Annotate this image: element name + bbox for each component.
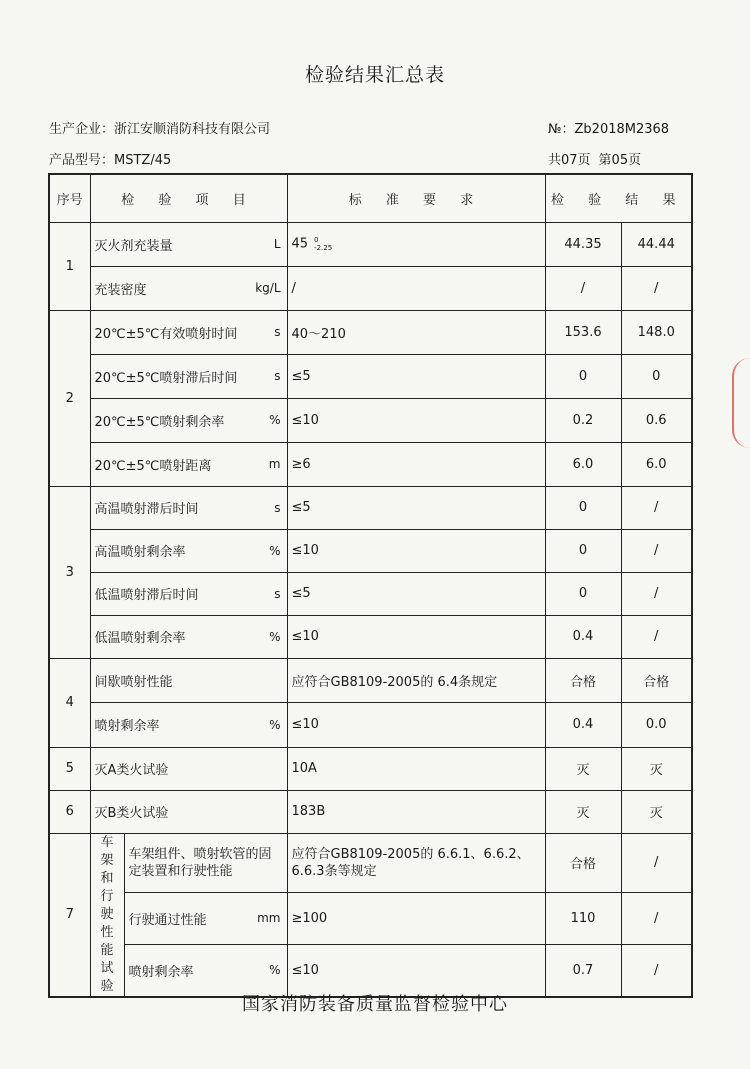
header-result: 检 验 结 果 <box>545 174 692 222</box>
result-cell: 44.44 <box>621 222 692 266</box>
standard-cell: ≤10 <box>287 702 545 747</box>
seq-cell: 4 <box>49 658 90 747</box>
table-row <box>49 615 692 658</box>
item-cell: 20℃±5℃有效喷射时间 s <box>90 310 287 354</box>
item-cell: 灭A类火试验 <box>90 747 287 790</box>
page-title: 检验结果汇总表 <box>304 64 445 86</box>
result-cell: / <box>621 529 692 572</box>
item-cell: 低温喷射滞后时间 s <box>90 572 287 615</box>
header-standard: 标 准 要 求 <box>287 174 545 222</box>
seq-cell: 1 <box>49 222 90 310</box>
standard-cell: ≤10 <box>287 944 545 996</box>
result-cell: 0.7 <box>545 944 621 996</box>
item-cell: 高温喷射剩余率 % <box>90 529 287 572</box>
page-number: 第05页 <box>598 153 642 168</box>
results-table <box>48 173 693 998</box>
item-cell: 20℃±5℃喷射剩余率 % <box>90 398 287 442</box>
result-cell: 0.4 <box>545 702 621 747</box>
standard-cell: 应符合GB8109-2005的 6.6.1、6.6.2、6.6.3条等规定 <box>287 833 545 893</box>
company-label: 生产企业：浙江安顺消防科技有限公司 <box>49 122 271 137</box>
header-seq: 序号 <box>49 174 90 222</box>
standard-cell: ≥6 <box>287 442 545 486</box>
header-item: 检 验 项 目 <box>90 174 287 222</box>
table-row <box>49 893 692 944</box>
standard-cell: ≤5 <box>287 572 545 615</box>
item-cell: 行驶通过性能 mm <box>124 893 287 944</box>
item-cell: 车架组件、喷射软管的固定装置和行驶性能 <box>124 833 287 893</box>
item-cell: 充装密度 kg/L <box>90 266 287 310</box>
result-cell: 6.0 <box>621 442 692 486</box>
standard-cell: ≤5 <box>287 486 545 529</box>
table-row <box>49 747 692 790</box>
table-row <box>49 442 692 486</box>
standard-cell: ≤10 <box>287 615 545 658</box>
result-cell: 合格 <box>545 833 621 893</box>
table-row <box>49 354 692 398</box>
result-cell: / <box>621 893 692 944</box>
result-cell: / <box>621 266 692 310</box>
issuer-footer: 国家消防装备质量监督检验中心 <box>242 994 508 1015</box>
result-cell: 0.4 <box>545 615 621 658</box>
result-cell: / <box>545 266 621 310</box>
standard-cell: ≤10 <box>287 398 545 442</box>
seq-cell: 2 <box>49 310 90 486</box>
result-cell: 0 <box>545 572 621 615</box>
result-cell: 6.0 <box>545 442 621 486</box>
standard-cell: 10A <box>287 747 545 790</box>
table-row <box>49 790 692 833</box>
table-row <box>49 266 692 310</box>
result-cell: / <box>621 572 692 615</box>
item-cell: 喷射剩余率 % <box>124 944 287 996</box>
item-cell: 高温喷射滞后时间 s <box>90 486 287 529</box>
result-cell: 0 <box>621 354 692 398</box>
standard-cell: 45 0 -2.25 <box>287 222 545 266</box>
table-row <box>49 486 692 529</box>
standard-cell: 40～210 <box>287 310 545 354</box>
table-header-row <box>49 174 692 222</box>
item-cell: 灭B类火试验 <box>90 790 287 833</box>
seq-cell: 7 <box>49 833 90 997</box>
result-cell: 灭 <box>545 747 621 790</box>
result-cell: 148.0 <box>621 310 692 354</box>
result-cell: 合格 <box>621 658 692 702</box>
result-cell: / <box>621 944 692 996</box>
result-cell: 110 <box>545 893 621 944</box>
table-row <box>49 702 692 747</box>
item-cell: 灭火剂充装量 L <box>90 222 287 266</box>
result-cell: 灭 <box>621 790 692 833</box>
tolerance: 0 -2.25 <box>314 236 333 252</box>
seq-cell: 3 <box>49 486 90 658</box>
result-cell: 44.35 <box>545 222 621 266</box>
item-cell: 20℃±5℃喷射滞后时间 s <box>90 354 287 398</box>
table-row <box>49 529 692 572</box>
page-indicator <box>548 149 641 168</box>
result-cell: 153.6 <box>545 310 621 354</box>
item-cell: 喷射剩余率 % <box>90 702 287 747</box>
report-number: №：Zb2018M2368 <box>548 122 670 137</box>
table-row <box>49 658 692 702</box>
result-cell: 0 <box>545 354 621 398</box>
standard-cell: ≥100 <box>287 893 545 944</box>
table-row <box>49 572 692 615</box>
item-cell: 间歇喷射性能 <box>90 658 287 702</box>
standard-cell: ≤5 <box>287 354 545 398</box>
table-row <box>49 944 692 996</box>
result-cell: 0.6 <box>621 398 692 442</box>
seq-cell: 5 <box>49 747 90 790</box>
table-row <box>49 833 692 893</box>
group-label-cell: 车架和行驶性能试验 <box>90 833 124 997</box>
standard-cell: ≤10 <box>287 529 545 572</box>
item-cell: 低温喷射剩余率 % <box>90 615 287 658</box>
result-cell: 0 <box>545 529 621 572</box>
standard-cell: 183B <box>287 790 545 833</box>
standard-cell: / <box>287 266 545 310</box>
result-cell: 0.0 <box>621 702 692 747</box>
model-label: 产品型号：MSTZ/45 <box>49 153 172 168</box>
result-cell: 灭 <box>545 790 621 833</box>
standard-cell: 应符合GB8109-2005的 6.4条规定 <box>287 658 545 702</box>
result-cell: 0.2 <box>545 398 621 442</box>
total-pages: 共07页 <box>548 153 591 168</box>
item-cell: 20℃±5℃喷射距离 m <box>90 442 287 486</box>
table-row <box>49 398 692 442</box>
result-cell: 灭 <box>621 747 692 790</box>
table-row <box>49 222 692 266</box>
result-cell: 0 <box>545 486 621 529</box>
result-cell: / <box>621 833 692 893</box>
table-row <box>49 310 692 354</box>
result-cell: / <box>621 486 692 529</box>
seq-cell: 6 <box>49 790 90 833</box>
result-cell: 合格 <box>545 658 621 702</box>
seal-stamp <box>732 358 750 448</box>
result-cell: / <box>621 615 692 658</box>
